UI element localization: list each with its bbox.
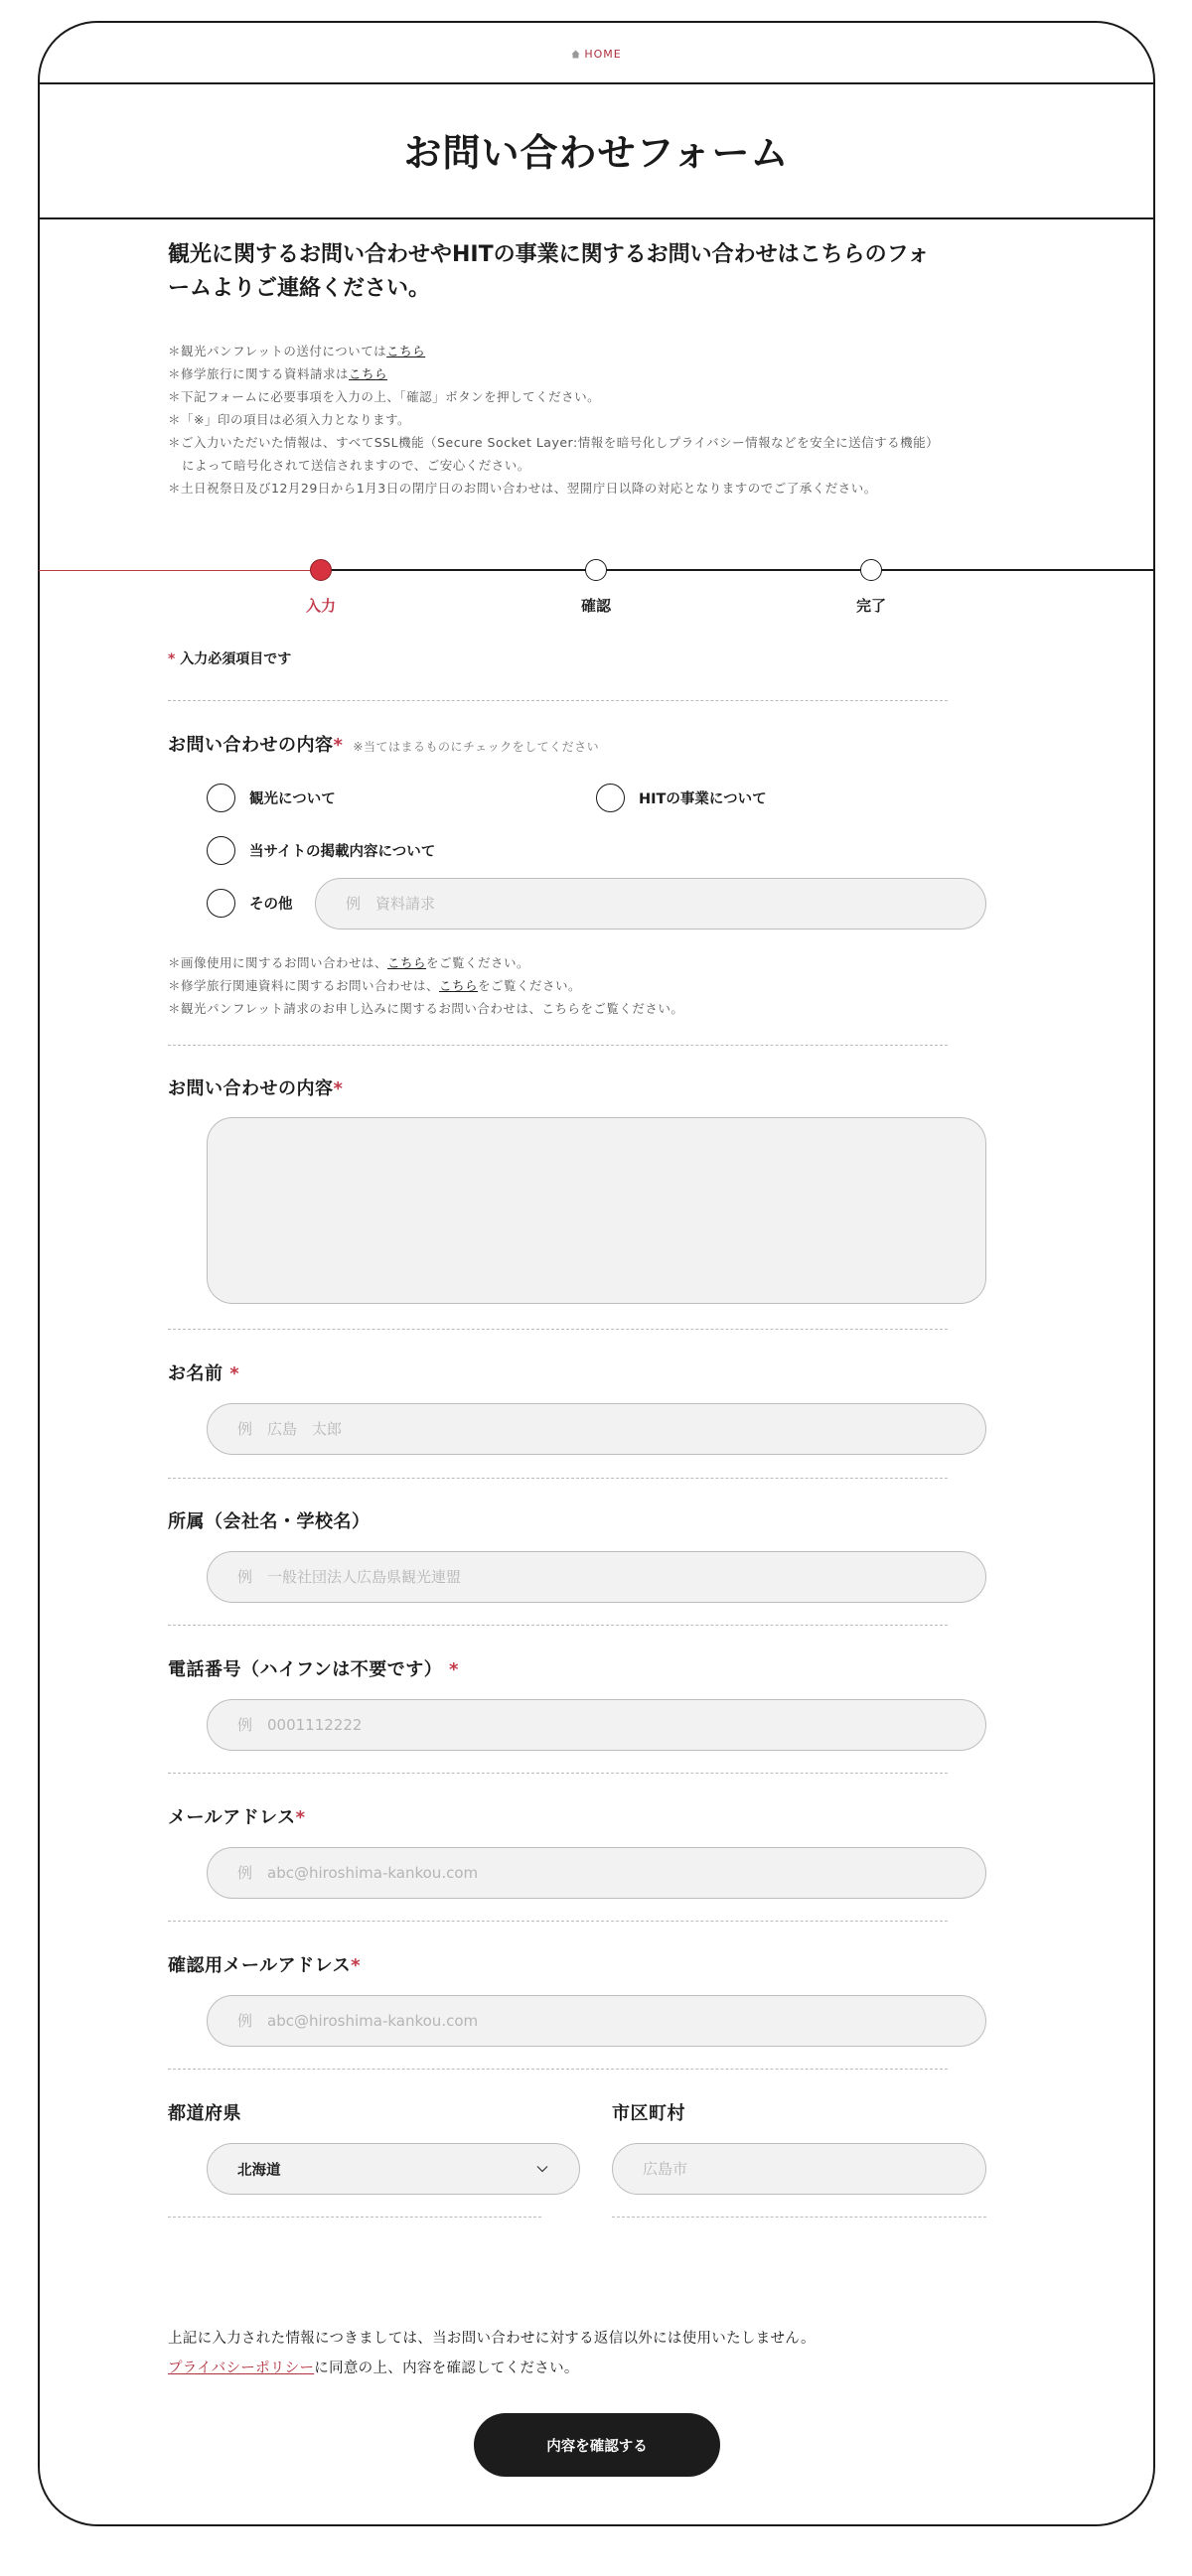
image-use-link[interactable]: こちら	[387, 955, 427, 970]
note-item: ＊修学旅行関連資料に関するお問い合わせは、こちらをご覧ください。	[168, 978, 582, 993]
divider	[168, 1045, 948, 1046]
city-input[interactable]	[612, 2143, 986, 2195]
divider	[168, 1329, 948, 1330]
breadcrumb-home-link[interactable]: HOME	[584, 47, 622, 61]
progress-line-pending	[320, 569, 1155, 571]
phone-label: 電話番号（ハイフンは不要です） *	[168, 1659, 459, 1680]
step-dot-active	[310, 559, 332, 581]
inquiry-notes	[168, 951, 948, 1020]
email-confirm-input[interactable]	[207, 1995, 986, 2047]
step-dot	[860, 559, 882, 581]
radio-circle[interactable]	[207, 889, 235, 918]
divider	[168, 2069, 948, 2070]
divider	[168, 1773, 948, 1774]
radio-circle[interactable]	[596, 784, 625, 812]
email-input[interactable]	[207, 1847, 986, 1899]
note-item: ＊画像使用に関するお問い合わせは、こちらをご覧ください。	[168, 955, 530, 970]
school-trip-materials-link[interactable]: こちら	[439, 978, 479, 993]
note-item: ＊観光パンフレットの送付についてはこちら	[168, 344, 426, 358]
header-divider	[40, 82, 1153, 84]
intro-lead: 観光に関するお問い合わせやHITの事業に関するお問い合わせはこちらのフォームよりご連絡ください。	[168, 242, 930, 301]
note-item: ＊土日祝祭日及び12月29日から1月3日の閉庁日のお問い合わせは、翌開庁日以降の対応となりますのでご了承ください。	[168, 481, 877, 496]
radio-other[interactable]: その他	[207, 889, 293, 918]
radio-circle[interactable]	[207, 836, 235, 865]
intro-notes	[168, 340, 948, 500]
other-text-input[interactable]	[315, 878, 986, 930]
message-label: お問い合わせの内容*	[168, 1078, 344, 1099]
affiliation-input[interactable]	[207, 1551, 986, 1603]
privacy-policy-link[interactable]: プライバシーポリシー	[168, 2361, 315, 2376]
confirm-submit-button[interactable]: 内容を確認する	[474, 2413, 720, 2477]
note-item: ＊観光パンフレット請求のお申し込みに関するお問い合わせは、こちらをご覧ください。	[168, 1001, 684, 1016]
email-confirm-label: 確認用メールアドレス*	[168, 1955, 362, 1976]
chevron-down-icon	[535, 2162, 549, 2176]
consent-text: 上記に入力された情報につきましては、当お問い合わせに対する返信以外には使用いたしません。 プライバシーポリシーに同意の上、内容を確認してください。	[168, 2331, 816, 2376]
radio-tourism[interactable]: 観光について	[207, 784, 336, 812]
divider	[168, 1921, 948, 1922]
step-confirm: 確認	[556, 559, 636, 616]
radio-circle[interactable]	[207, 784, 235, 812]
prefecture-select[interactable]: 北海道	[207, 2143, 580, 2195]
home-icon	[571, 50, 580, 59]
divider	[168, 2217, 541, 2218]
divider	[612, 2217, 986, 2218]
divider	[168, 1625, 948, 1626]
divider	[168, 1478, 948, 1479]
school-trip-link[interactable]: こちら	[349, 366, 388, 381]
note-item: ＊ご入力いただいた情報は、すべてSSL機能（Secure Socket Layer:情報を暗号化しプライバシー情報などを安全に送信する機能）によって暗号化されて送信されますので、ご安心ください。	[168, 435, 940, 473]
required-note: * 入力必須項目です	[168, 651, 292, 667]
note-item: ＊「※」印の項目は必須入力となります。	[168, 412, 410, 427]
phone-input[interactable]	[207, 1699, 986, 1751]
step-input: 入力	[281, 559, 361, 616]
name-input[interactable]	[207, 1403, 986, 1455]
note-item: ＊修学旅行に関する資料請求はこちら	[168, 366, 388, 381]
step-dot	[585, 559, 607, 581]
pamphlet-link[interactable]: こちら	[386, 344, 426, 358]
radio-hit-business[interactable]: HITの事業について	[596, 784, 767, 812]
email-label: メールアドレス*	[168, 1807, 306, 1828]
name-label: お名前 *	[168, 1363, 240, 1384]
city-label: 市区町村	[612, 2103, 685, 2124]
message-textarea[interactable]	[207, 1117, 986, 1304]
breadcrumb[interactable]	[40, 43, 1153, 65]
radio-site-content[interactable]: 当サイトの掲載内容について	[207, 836, 435, 865]
affiliation-label: 所属（会社名・学校名）	[168, 1511, 371, 1532]
prefecture-label: 都道府県	[168, 2103, 241, 2124]
step-complete: 完了	[831, 559, 911, 616]
inquiry-type-label: お問い合わせの内容* ※当てはまるものにチェックをしてください	[168, 735, 600, 756]
progress-line-done	[39, 570, 320, 571]
note-item: ＊下記フォームに必要事項を入力の上、「確認」ボタンを押してください。	[168, 389, 601, 404]
divider	[168, 700, 948, 701]
progress-steps	[39, 548, 1155, 618]
page-title: お問い合わせフォーム	[403, 131, 790, 175]
title-divider	[40, 217, 1153, 219]
